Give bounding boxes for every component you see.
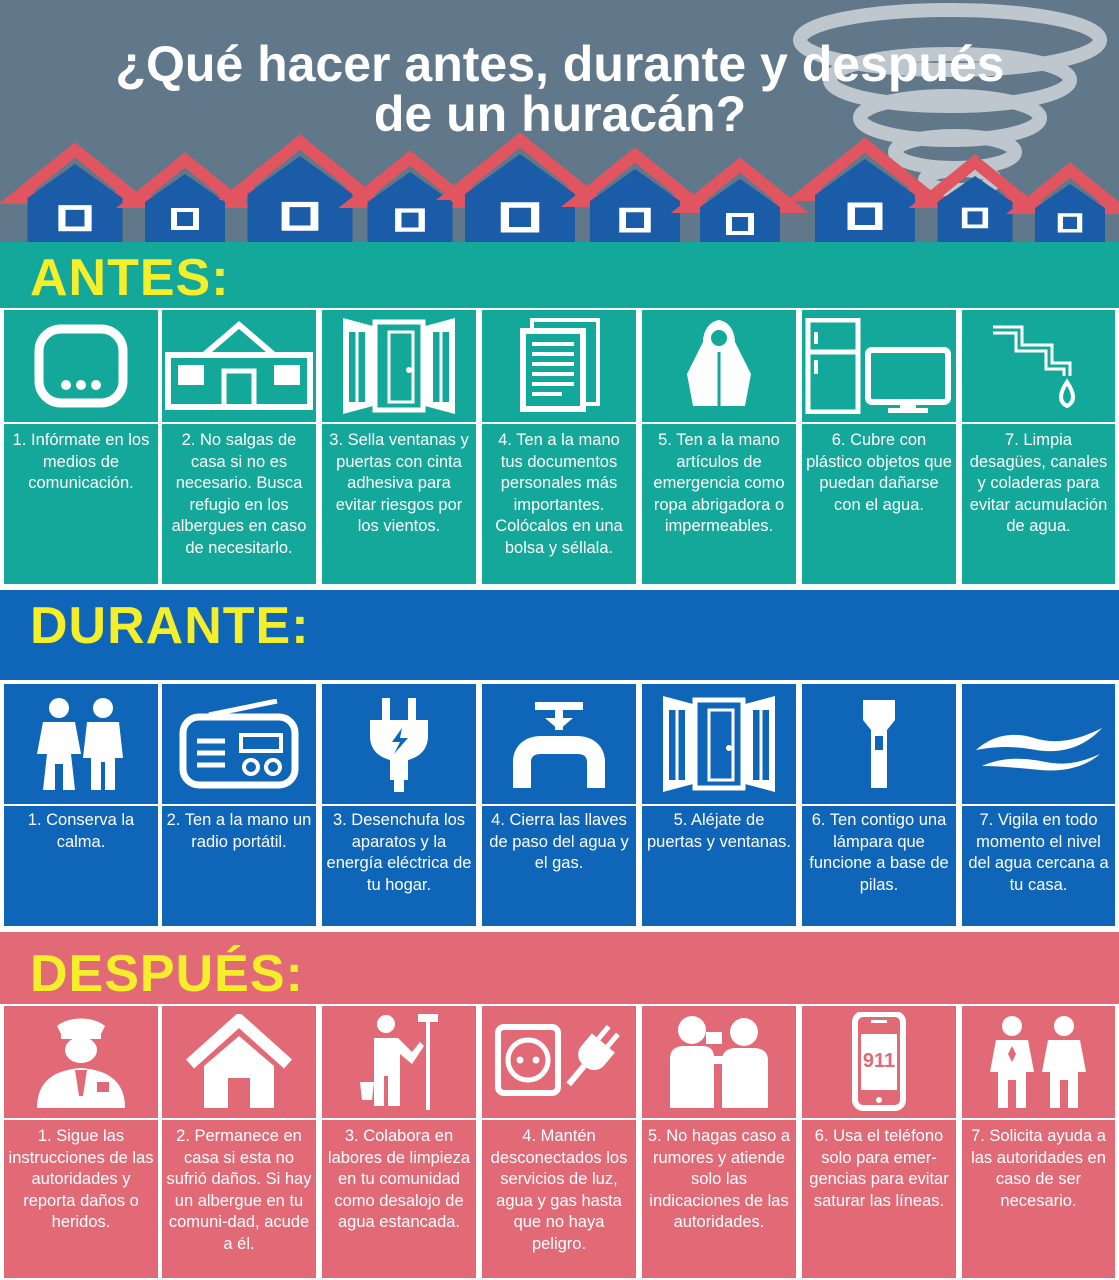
despues-card-text: 7. Solicita ayuda a las autoridades en caso de ser necesario. <box>971 1127 1106 1210</box>
cleaning-worker-icon <box>322 1006 476 1120</box>
antes-card-text: 6. Cubre con plástico objetos que puedan dañarse con el agua. <box>806 431 952 514</box>
tv-icon <box>4 310 158 424</box>
house-silhouette <box>133 160 237 242</box>
durante-grid <box>0 682 1119 928</box>
despues-heading: DESPUÉS: <box>30 945 304 1003</box>
durante-card-7 <box>960 682 1117 928</box>
hero-banner <box>0 0 1119 242</box>
durante-card-2 <box>160 682 318 928</box>
radio-icon <box>162 684 316 806</box>
despues-card-4 <box>480 1004 638 1280</box>
durante-card-text: 4. Cierra las llaves de paso del agua y el gas. <box>489 811 629 872</box>
despues-card-1 <box>2 1004 160 1280</box>
despues-card-text: 5. No hagas caso a rumores y atiende solo las indicaciones de las autoridades. <box>647 1127 791 1231</box>
people-icon <box>4 684 158 806</box>
durante-card-text: 2. Ten a la mano un radio portátil. <box>166 811 312 851</box>
whispering-people-icon <box>642 1006 796 1120</box>
despues-card-text: 2. Permanece en casa si esta no sufrió daños. Si hay un albergue en tu comuni-dad, acude a él. <box>166 1127 312 1253</box>
house-silhouette <box>578 155 692 242</box>
despues-card-text: 6. Usa el teléfono solo para emer-gencias para evitar saturar las líneas. <box>809 1127 949 1210</box>
durante-card-text: 3. Desenchufa los aparatos y la energía eléctrica de tu hogar. <box>326 811 472 894</box>
despues-grid <box>0 1004 1119 1280</box>
documents-icon <box>482 310 636 424</box>
house-silhouette <box>1023 170 1117 242</box>
durante-card-5 <box>640 682 798 928</box>
shelter-building-icon <box>162 310 316 424</box>
officer-helping-icon <box>962 1006 1115 1120</box>
raincoat-icon <box>642 310 796 424</box>
durante-card-1 <box>2 682 160 928</box>
durante-heading-band <box>0 590 1119 680</box>
antes-card-text: 4. Ten a la mano tus documentos personales más importantes. Colócalos en una bolsa y séllala. <box>495 431 623 557</box>
house-silhouette <box>236 142 365 242</box>
antes-card-text: 1. Infórmate en los medios de comunicación. <box>12 431 150 492</box>
despues-card-5 <box>640 1004 798 1280</box>
flashlight-icon <box>802 684 956 806</box>
antes-card-2 <box>160 308 318 586</box>
despues-card-7 <box>960 1004 1117 1280</box>
house-silhouette <box>453 140 587 242</box>
despues-card-6 <box>800 1004 958 1280</box>
drain-pipe-icon <box>962 310 1115 424</box>
antes-card-text: 3. Sella ventanas y puertas con cinta adhesiva para evitar riesgos por los vientos. <box>329 431 469 535</box>
despues-card-3 <box>320 1004 478 1280</box>
despues-heading-band <box>0 932 1119 1004</box>
despues-card-text: 4. Mantén desconectados los servicios de luz, agua y gas hasta que no haya peligro. <box>490 1127 628 1253</box>
antes-card-text: 5. Ten a la mano artículos de emergencia como ropa abrigadora o impermeables. <box>653 431 785 535</box>
antes-card-4 <box>480 308 638 586</box>
house-silhouette <box>16 150 135 242</box>
phone-911-label: 911 <box>862 1050 896 1072</box>
valve-pipe-icon <box>482 684 636 806</box>
antes-heading: ANTES: <box>30 249 230 307</box>
page-title-line1: ¿Qué hacer antes, durante y después <box>115 36 1005 92</box>
antes-heading-band <box>0 242 1119 308</box>
antes-card-text: 2. No salgas de casa si no es necesario. Busca refugio en los albergues en caso de necesitarlo. <box>171 431 307 557</box>
plug-icon <box>322 684 476 806</box>
durante-card-6 <box>800 682 958 928</box>
open-window-door-icon <box>642 684 796 806</box>
antes-grid <box>0 308 1119 586</box>
police-officer-icon <box>4 1006 158 1120</box>
outlet-plug-icon <box>482 1006 636 1120</box>
durante-card-text: 7. Vigila en todo momento el nivel del agua cercana a tu casa. <box>968 811 1109 894</box>
water-waves-icon <box>962 684 1115 806</box>
antes-card-5 <box>640 308 798 586</box>
despues-card-2 <box>160 1004 318 1280</box>
antes-card-1 <box>2 308 160 586</box>
durante-card-text: 5. Aléjate de puertas y ventanas. <box>646 811 791 851</box>
durante-card-3 <box>320 682 478 928</box>
durante-card-4 <box>480 682 638 928</box>
phone-911-icon <box>802 1006 956 1120</box>
house-icon <box>162 1006 316 1120</box>
durante-heading: DURANTE: <box>30 597 310 655</box>
durante-card-text: 6. Ten contigo una lámpara que funcione a base de pilas. <box>809 811 949 894</box>
despues-card-text: 3. Colabora en labores de limpieza en tu comunidad como desalojo de agua estancada. <box>327 1127 471 1231</box>
durante-card-text: 1. Conserva la calma. <box>27 811 135 851</box>
house-silhouette <box>688 165 792 242</box>
antes-card-3 <box>320 308 478 586</box>
antes-card-text: 7. Limpia desagües, canales y coladeras para evitar acumulación de agua. <box>969 431 1108 535</box>
antes-card-6 <box>800 308 958 586</box>
open-window-door-icon <box>322 310 476 424</box>
despues-card-text: 1. Sigue las instrucciones de las autoridades y reporta daños o heridos. <box>8 1127 154 1231</box>
antes-card-7 <box>960 308 1117 586</box>
page-title-line2: de un huracán? <box>373 86 747 142</box>
fridge-monitor-icon <box>802 310 956 424</box>
